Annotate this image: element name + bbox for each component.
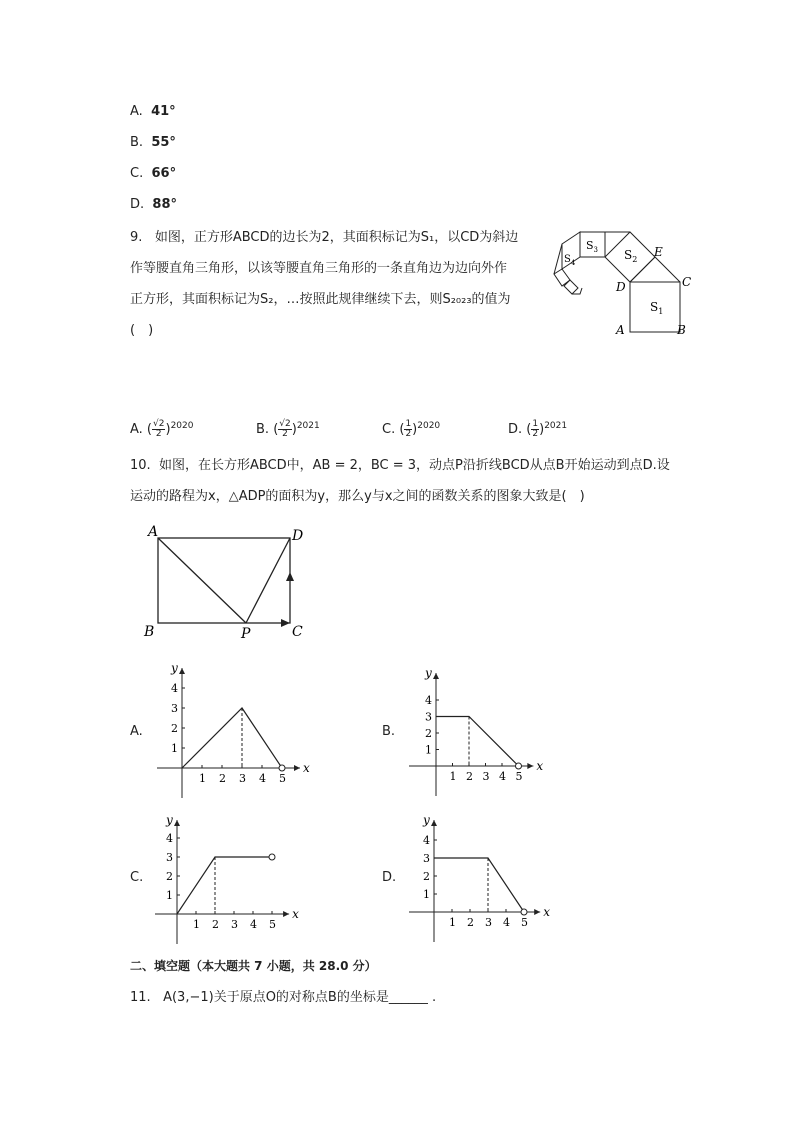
y-tick-label: 2 bbox=[423, 870, 430, 883]
y-axis-arrow-icon bbox=[433, 673, 439, 679]
segment-pd bbox=[246, 538, 290, 623]
graph-c bbox=[150, 812, 300, 939]
x-tick-label: 3 bbox=[231, 918, 238, 931]
x-tick-label: 2 bbox=[467, 916, 474, 929]
y-axis-label: y bbox=[423, 813, 430, 827]
graph-option-d-letter: D. bbox=[382, 870, 397, 885]
x-tick-label: 3 bbox=[482, 770, 490, 783]
function-line bbox=[177, 857, 272, 914]
label-c: C bbox=[292, 624, 303, 640]
label-s2: $S_2$ bbox=[624, 248, 638, 264]
function-line bbox=[434, 858, 524, 912]
label-c: C bbox=[682, 275, 692, 289]
x-tick-label: 2 bbox=[212, 918, 219, 931]
y-axis-arrow-icon bbox=[179, 668, 185, 674]
graph-option-a-letter: A. bbox=[130, 724, 143, 739]
label-e: E bbox=[654, 245, 663, 259]
y-tick-label: 2 bbox=[425, 727, 432, 740]
x-tick-label: 5 bbox=[279, 772, 286, 785]
q9-option-d: D. ( $\frac{1}{2}$ )$^{2021}$ bbox=[508, 419, 568, 439]
x-axis-arrow-icon bbox=[294, 765, 300, 771]
y-tick-label: 2 bbox=[171, 722, 178, 735]
arrow-right-icon bbox=[281, 619, 290, 627]
q8-option-c: C. 66° bbox=[130, 166, 177, 181]
y-tick-label: 1 bbox=[166, 889, 173, 902]
section-heading: 二、填空题（本大题共 7 小题，共 28.0 分） bbox=[130, 959, 377, 973]
x-tick-label: 2 bbox=[466, 770, 473, 783]
y-tick-label: 2 bbox=[166, 870, 173, 883]
x-tick-label: 1 bbox=[449, 916, 456, 929]
rectangle-abcd bbox=[158, 538, 290, 623]
y-tick-label: 3 bbox=[425, 710, 432, 724]
q9-line-1: 9. 如图，正方形ABCD的边长为2，其面积标记为S₁，以CD为斜边 bbox=[130, 230, 519, 245]
q9-option-b: B. ( $\frac{√2}{2}$ )$^{2021}$ bbox=[256, 419, 320, 439]
x-tick-label: 1 bbox=[193, 918, 200, 931]
x-axis-arrow-icon bbox=[527, 763, 533, 769]
y-tick-label: 3 bbox=[171, 702, 178, 715]
x-tick-label: 3 bbox=[239, 772, 246, 785]
x-axis-label: x bbox=[292, 907, 299, 921]
x-tick-label: 4 bbox=[250, 918, 257, 931]
label-b: B bbox=[144, 624, 155, 640]
label-a: A bbox=[616, 323, 625, 337]
y-tick-label: 1 bbox=[423, 888, 430, 901]
q9-option-a: A. ( $\frac{√2}{2}$ )$^{2020}$ bbox=[130, 419, 194, 439]
q10-line-2: 运动的路程为x，△ADP的面积为y，那么y与x之间的函数关系的图象大致是( ) bbox=[130, 489, 585, 504]
q8-option-a: A. 41° bbox=[130, 104, 176, 119]
square-s6 bbox=[564, 280, 578, 294]
y-tick-label: 4 bbox=[425, 694, 432, 707]
x-tick-label: 1 bbox=[449, 770, 457, 783]
y-tick-label: 4 bbox=[166, 832, 173, 845]
function-line bbox=[436, 717, 519, 767]
x-tick-label: 4 bbox=[259, 772, 266, 785]
label-s3: $S_3$ bbox=[586, 239, 599, 254]
label-a: A bbox=[148, 524, 159, 540]
x-axis-label: x bbox=[536, 759, 544, 773]
triangle-cde bbox=[630, 257, 680, 282]
q9-figure bbox=[548, 222, 698, 342]
x-axis-label: x bbox=[303, 761, 310, 775]
label-p: P bbox=[241, 626, 251, 642]
q9-line-2: 作等腰直角三角形，以该等腰直角三角形的一条直角边为边向外作 bbox=[130, 261, 508, 276]
y-axis-label: y bbox=[425, 666, 432, 680]
y-tick-label: 3 bbox=[166, 851, 173, 864]
x-tick-label: 3 bbox=[485, 916, 492, 929]
q8-option-d: D. 88° bbox=[130, 197, 178, 212]
x-axis-arrow-icon bbox=[283, 911, 289, 917]
open-endpoint bbox=[279, 765, 285, 771]
y-tick-label: 1 bbox=[171, 742, 178, 755]
y-axis-label: y bbox=[171, 661, 178, 675]
label-s1: $S_1$ bbox=[650, 300, 664, 316]
x-tick-label: 5 bbox=[515, 770, 523, 783]
y-axis-arrow-icon bbox=[431, 820, 437, 826]
q8-option-b: B. 55° bbox=[130, 135, 176, 150]
q10-rectangle-figure bbox=[140, 520, 310, 645]
x-axis-label: x bbox=[543, 905, 550, 919]
open-endpoint bbox=[516, 763, 522, 769]
q9-option-c: C. ( $\frac{1}{2}$ )$^{2020}$ bbox=[382, 419, 441, 439]
graph-option-c-letter: C. bbox=[130, 870, 144, 885]
segment-ap bbox=[158, 538, 246, 623]
open-endpoint bbox=[269, 854, 275, 860]
x-tick-label: 1 bbox=[199, 772, 206, 785]
y-tick-label: 4 bbox=[423, 834, 430, 847]
y-axis-arrow-icon bbox=[174, 820, 180, 826]
label-s4: $S_4$ bbox=[564, 254, 576, 267]
function-line bbox=[182, 708, 282, 768]
x-tick-label: 4 bbox=[503, 916, 510, 929]
x-tick-label: 4 bbox=[499, 770, 506, 783]
label-d: D bbox=[616, 280, 626, 294]
x-axis-arrow-icon bbox=[534, 909, 540, 915]
y-axis-label: y bbox=[166, 813, 173, 827]
y-tick-label: 1 bbox=[425, 743, 432, 757]
label-d: D bbox=[292, 528, 304, 544]
q10-line-1: 10. 如图，在长方形ABCD中，AB = 2，BC = 3，动点P沿折线BCD从点B开始运动到点D.设 bbox=[130, 458, 670, 473]
label-b: B bbox=[677, 323, 686, 337]
arrow-up-icon bbox=[286, 572, 294, 581]
graph-b bbox=[404, 665, 554, 792]
y-tick-label: 3 bbox=[423, 852, 430, 865]
question-11: 11. A(3,−1)关于原点O的对称点B的坐标是______ . bbox=[130, 990, 437, 1005]
x-tick-label: 5 bbox=[269, 918, 276, 931]
graph-a bbox=[152, 660, 310, 802]
x-tick-label: 2 bbox=[219, 772, 226, 785]
q9-line-4: ( ) bbox=[130, 323, 154, 338]
graph-option-b-letter: B. bbox=[382, 724, 396, 739]
x-tick-label: 5 bbox=[521, 916, 528, 929]
q9-line-3: 正方形，其面积标记为S₂，…按照此规律继续下去，则S₂₀₂₃的值为 bbox=[130, 292, 511, 307]
square-s5 bbox=[554, 269, 570, 286]
graph-d bbox=[404, 812, 554, 939]
open-endpoint bbox=[521, 909, 527, 915]
y-tick-label: 4 bbox=[171, 682, 178, 695]
